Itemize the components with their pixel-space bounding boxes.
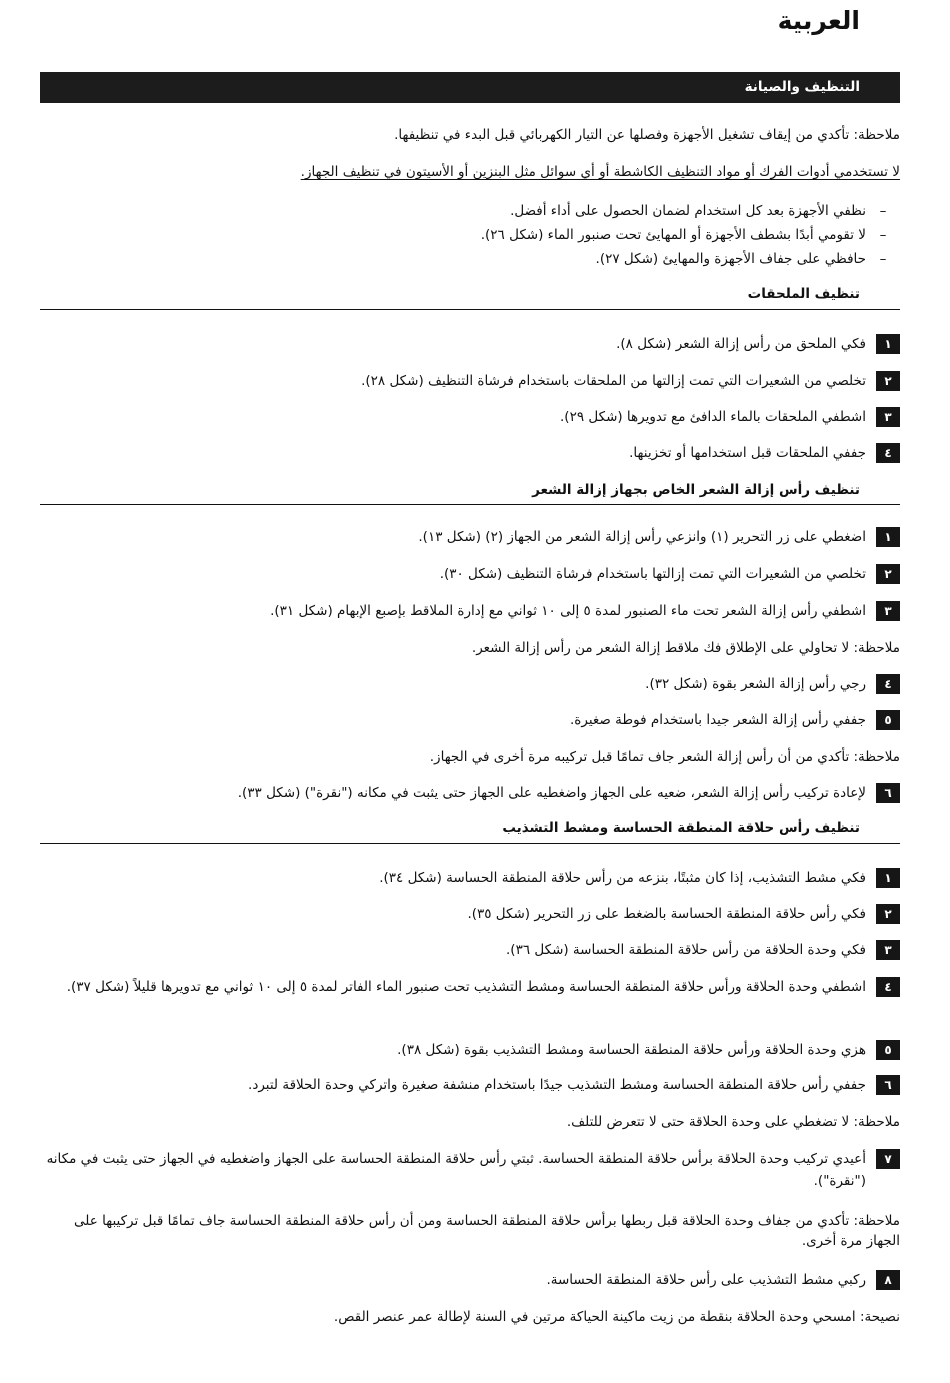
epilator-note: ملاحظة: تأكدي من أن رأس إزالة الشعر جاف تمامًا قبل تركيبه مرة أخرى في الجهاز. [429, 749, 900, 765]
shaver-step [40, 1269, 900, 1291]
step-number: ٢ [876, 904, 900, 924]
epilator-step [40, 526, 900, 548]
step-number: ٢ [876, 564, 900, 584]
bullet-text: لا تقومي أبدًا بشطف الأجهزة أو المهايئ تحت صنبور الماء (شكل ٢٦). [480, 227, 866, 243]
intro-bullet [40, 201, 900, 221]
step-text: جففي الملحقات قبل استخدامها أو تخزينها. [629, 445, 866, 461]
bullet-dash: – [879, 227, 887, 243]
step-number: ٥ [876, 710, 900, 730]
step-text: فكي الملحق من رأس إزالة الشعر (شكل ٨). [616, 336, 866, 352]
step-number: ٧ [876, 1149, 900, 1169]
attachments-step [40, 333, 900, 355]
epilator-note: ملاحظة: لا تحاولي على الإطلاق فك ملاقط إزالة الشعر من رأس إزالة الشعر. [471, 640, 900, 656]
shaver-step [40, 867, 900, 889]
shaver-step [40, 1039, 900, 1061]
step-number: ٤ [876, 977, 900, 997]
attachments-step [40, 406, 900, 428]
epilator-step [40, 600, 900, 622]
intro-bullet [40, 249, 900, 269]
attachments-step [40, 370, 900, 392]
bullet-dash: – [879, 251, 887, 267]
section-divider [40, 504, 900, 505]
step-number: ٨ [876, 1270, 900, 1290]
step-number: ٤ [876, 674, 900, 694]
epilator-step [40, 709, 900, 731]
shaver-step [40, 976, 900, 998]
step-number: ٢ [876, 371, 900, 391]
step-text: لإعادة تركيب رأس إزالة الشعر، ضعيه على الجهاز واضغطيه على الجهاز حتى يثبت في مكانه ("نقرة") (شكل ٣٣). [237, 785, 866, 801]
step-text: تخلصي من الشعيرات التي تمت إزالتها باستخدام فرشاة التنظيف (شكل ٣٠). [439, 566, 866, 582]
step-text: اشطفي الملحقات بالماء الدافئ مع تدويرها (شكل ٢٩). [560, 409, 866, 425]
shaver-note: ملاحظة: لا تضغطي على وحدة الحلاقة حتى لا تتعرض للتلف. [566, 1114, 900, 1130]
shaver-step [40, 939, 900, 961]
section-title-bar [40, 72, 900, 103]
step-text: فكي وحدة الحلاقة من رأس حلاقة المنطقة الحساسة (شكل ٣٦). [506, 942, 866, 958]
shaver-note: ملاحظة: تأكدي من جفاف وحدة الحلاقة قبل ربطها برأس حلاقة المنطقة الحساسة ومن أن رأس حلاقة المنطقة الحساسة جاف تمامًا قبل تركيبها على الجهاز مرة أخرى. [74, 1213, 900, 1249]
shaver-step [40, 1074, 900, 1096]
shaver-heading: تنظيف رأس حلاقة المنطقة الحساسة ومشط التشذيب [502, 820, 860, 836]
shaver-tip: نصيحة: امسحي وحدة الحلاقة بنقطة من زيت ماكينة الحياكة مرتين في السنة لإطالة عمر عنصر القص. [333, 1309, 900, 1325]
step-number: ٣ [876, 407, 900, 427]
step-number: ٣ [876, 601, 900, 621]
shaver-step [40, 903, 900, 925]
step-text: جففي رأس إزالة الشعر جيدا باستخدام فوطة صغيرة. [570, 712, 866, 728]
epilator-step [40, 673, 900, 695]
attachments-step [40, 442, 900, 464]
step-text: جففي رأس حلاقة المنطقة الحساسة ومشط التشذيب جيدًا باستخدام منشفة صغيرة واتركي وحدة الحلاقة لتبرد. [248, 1077, 866, 1093]
epilator-heading: تنظيف رأس إزالة الشعر الخاص بجهاز إزالة الشعر [532, 482, 860, 498]
step-number: ٥ [876, 1040, 900, 1060]
step-number: ٦ [876, 1075, 900, 1095]
intro-note: ملاحظة: تأكدي من إيقاف تشغيل الأجهزة وفصلها عن التيار الكهربائي قبل البدء في تنظيفها. [394, 127, 900, 143]
step-number: ٣ [876, 940, 900, 960]
step-number: ١ [876, 334, 900, 354]
bullet-text: حافظي على جفاف الأجهزة والمهايئ (شكل ٢٧). [595, 251, 866, 267]
intro-warning: لا تستخدمي أدوات الفرك أو مواد التنظيف الكاشطة أو أي سوائل مثل البنزين أو الأسيتون في تنظيف الجهاز. [300, 164, 900, 180]
step-text: فكي مشط التشذيب، إذا كان مثبتًا، بنزعه من رأس حلاقة المنطقة الحساسة (شكل ٣٤). [379, 870, 866, 886]
step-text: رجي رأس إزالة الشعر بقوة (شكل ٣٢). [645, 676, 866, 692]
step-text: تخلصي من الشعيرات التي تمت إزالتها من الملحقات باستخدام فرشاة التنظيف (شكل ٢٨). [361, 373, 866, 389]
step-text: أعيدي تركيب وحدة الحلاقة برأس حلاقة المنطقة الحساسة. ثبتي رأس حلاقة المنطقة الحساسة على الجهاز واضغطيه في الجهاز حتى يثبت في مكانه ("نقرة"). [46, 1151, 866, 1189]
step-text: اشطفي وحدة الحلاقة ورأس حلاقة المنطقة الحساسة ومشط التشذيب تحت صنبور الماء الفاتر لمدة ٥ إلى ١٠ ثواني مع تدويرها قليلاً (شكل ٣٧). [66, 979, 866, 995]
step-number: ١ [876, 868, 900, 888]
attachments-heading: تنظيف الملحقات [747, 286, 860, 302]
step-number: ٤ [876, 443, 900, 463]
bullet-text: نظفي الأجهزة بعد كل استخدام لضمان الحصول على أداء أفضل. [510, 203, 866, 219]
intro-bullet [40, 225, 900, 245]
step-number: ٦ [876, 783, 900, 803]
shaver-step [40, 1148, 900, 1192]
step-text: اشطفي رأس إزالة الشعر تحت ماء الصنبور لمدة ٥ إلى ١٠ ثواني مع إدارة الملاقط بإصبع الإبهام (شكل ٣١). [270, 603, 866, 619]
manual-page [40, 0, 900, 1383]
epilator-step [40, 782, 900, 804]
bullet-dash: – [879, 203, 887, 219]
step-text: هزي وحدة الحلاقة ورأس حلاقة المنطقة الحساسة ومشط التشذيب بقوة (شكل ٣٨). [397, 1042, 866, 1058]
section-divider [40, 843, 900, 844]
section-title: التنظيف والصيانة [744, 79, 860, 95]
section-divider [40, 309, 900, 310]
step-text: فكي رأس حلاقة المنطقة الحساسة بالضغط على زر التحرير (شكل ٣٥). [467, 906, 866, 922]
epilator-step [40, 563, 900, 585]
step-text: ركبي مشط التشذيب على رأس حلاقة المنطقة الحساسة. [546, 1272, 866, 1288]
step-text: اضغطي على زر التحرير (١) وانزعي رأس إزالة الشعر من الجهاز (٢) (شكل ١٣). [418, 529, 866, 545]
step-number: ١ [876, 527, 900, 547]
language-title: العربية [777, 6, 860, 35]
